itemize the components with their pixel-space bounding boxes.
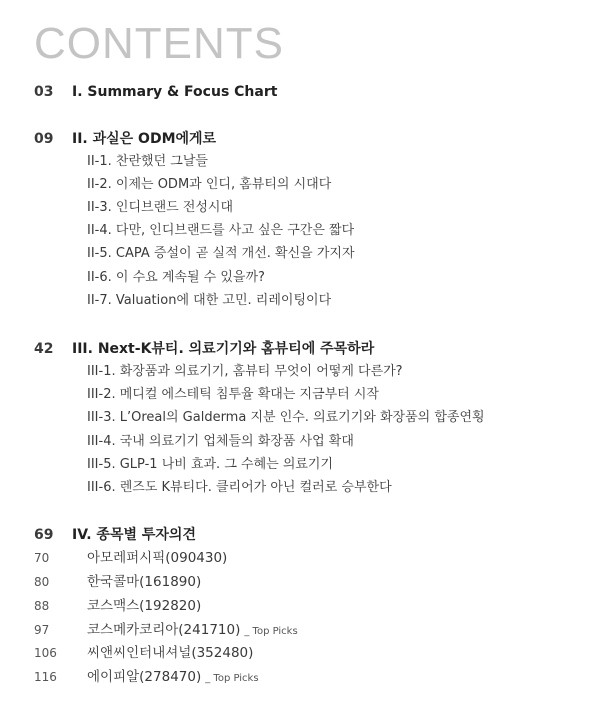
stock-page-number: 88 — [34, 599, 50, 613]
toc-item-label: III-5. GLP-1 나비 효과. 그 수혜는 의료기기 — [87, 457, 334, 472]
toc-item-label: II-2. 이제는 ODM과 인디, 홈뷰티의 시대다 — [87, 177, 332, 192]
stock-page-number: 116 — [34, 670, 57, 684]
section-heading: II. 과실은 ODM에게로 — [72, 131, 217, 147]
stock-name: 한국콜마(161890) — [87, 574, 202, 590]
section-page-number: 03 — [34, 84, 54, 100]
stock-page-number: 97 — [34, 623, 50, 637]
toc-item-label: II-5. CAPA 증설이 곧 실적 개선. 확신을 가지자 — [87, 246, 355, 261]
section-heading: I. Summary & Focus Chart — [72, 84, 278, 100]
section-heading: IV. 종목별 투자의견 — [72, 527, 196, 543]
toc-item-label: II-1. 찬란했던 그날들 — [87, 154, 208, 169]
toc-item-label: II-7. Valuation에 대한 고민. 리레이팅이다 — [87, 293, 332, 308]
stock-name: 코스메카코리아(241710) _ Top Picks — [87, 622, 298, 638]
toc-item-label: II-3. 인디브랜드 전성시대 — [87, 200, 234, 215]
toc-item-label: III-6. 렌즈도 K뷰티다. 클리어가 아닌 컬러로 승부한다 — [87, 480, 392, 495]
toc-item-label: III-1. 화장품과 의료기기, 홈뷰티 무엇이 어떻게 다른가? — [87, 364, 403, 379]
section-page-number: 09 — [34, 131, 54, 147]
stock-name: 씨앤씨인터내셔널(352480) — [87, 645, 254, 661]
toc-item-label: II-6. 이 수요 계속될 수 있을까? — [87, 270, 265, 285]
stock-page-number: 70 — [34, 551, 50, 565]
section-heading: III. Next-K뷰티. 의료기기와 홈뷰티에 주목하라 — [72, 341, 375, 357]
toc-item-label: III-4. 국내 의료기기 업체들의 화장품 사업 확대 — [87, 434, 354, 449]
top-picks-tag: _ Top Picks — [244, 626, 298, 637]
top-picks-tag: _ Top Picks — [205, 673, 259, 684]
toc-item-label: II-4. 다만, 인디브랜드를 사고 싶은 구간은 짧다 — [87, 223, 355, 238]
toc-item-label: III-3. L’Oreal의 Galderma 지분 인수. 의료기기와 화장품의 합종연횡 — [87, 410, 485, 425]
stock-name: 코스맥스(192820) — [87, 598, 202, 614]
section-page-number: 42 — [34, 341, 54, 357]
stock-name: 에이피알(278470) _ Top Picks — [87, 669, 259, 685]
section-page-number: 69 — [34, 527, 54, 543]
stock-name: 아모레퍼시픽(090430) — [87, 550, 228, 566]
stock-page-number: 106 — [34, 646, 57, 660]
toc-item-label: III-2. 메디컬 에스테틱 침투율 확대는 지금부터 시작 — [87, 387, 379, 402]
page-title: CONTENTS — [34, 19, 284, 68]
stock-page-number: 80 — [34, 575, 50, 589]
